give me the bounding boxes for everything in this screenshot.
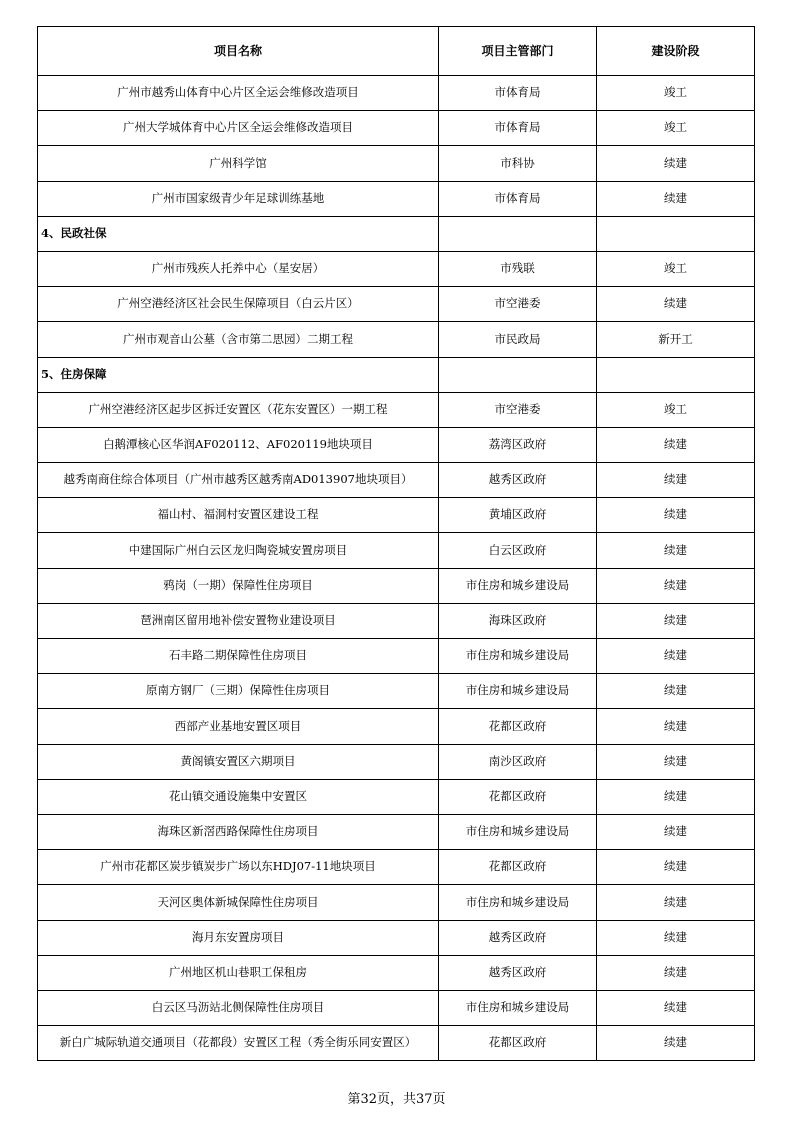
table-row — [38, 146, 755, 181]
stage-cell: 竣工 — [597, 76, 755, 111]
department-cell: 越秀区政府 — [439, 463, 597, 498]
stage-cell: 续建 — [597, 639, 755, 674]
project-name-cell: 海月东安置房项目 — [38, 920, 439, 955]
department-cell: 市体育局 — [439, 181, 597, 216]
project-name-cell: 广州市越秀山体育中心片区全运会维修改造项目 — [38, 76, 439, 111]
stage-cell: 续建 — [597, 603, 755, 638]
header-project-name: 项目名称 — [38, 27, 439, 76]
department-cell — [439, 216, 597, 251]
stage-cell: 续建 — [597, 533, 755, 568]
stage-cell — [597, 216, 755, 251]
department-cell: 市空港委 — [439, 287, 597, 322]
project-name-cell: 海珠区新滘西路保障性住房项目 — [38, 814, 439, 849]
project-name-cell: 西部产业基地安置区项目 — [38, 709, 439, 744]
project-name-cell: 广州空港经济区社会民生保障项目（白云片区） — [38, 287, 439, 322]
table-row — [38, 392, 755, 427]
department-cell: 荔湾区政府 — [439, 427, 597, 462]
section-row — [38, 216, 755, 251]
project-name-cell: 花山镇交通设施集中安置区 — [38, 779, 439, 814]
department-cell: 市住房和城乡建设局 — [439, 639, 597, 674]
department-cell: 市住房和城乡建设局 — [439, 674, 597, 709]
header-department: 项目主管部门 — [439, 27, 597, 76]
department-cell: 黄埔区政府 — [439, 498, 597, 533]
table-row — [38, 568, 755, 603]
table-row — [38, 463, 755, 498]
project-name-cell: 广州空港经济区起步区拆迁安置区（花东安置区）一期工程 — [38, 392, 439, 427]
table-row — [38, 251, 755, 286]
table-row — [38, 850, 755, 885]
table-row — [38, 744, 755, 779]
stage-cell: 续建 — [597, 463, 755, 498]
department-cell: 市体育局 — [439, 111, 597, 146]
project-name-cell: 白鹅潭核心区华润AF020112、AF020119地块项目 — [38, 427, 439, 462]
stage-cell: 续建 — [597, 850, 755, 885]
stage-cell — [597, 357, 755, 392]
table-row — [38, 814, 755, 849]
department-cell: 市住房和城乡建设局 — [439, 568, 597, 603]
project-name-cell: 琶洲南区留用地补偿安置物业建设项目 — [38, 603, 439, 638]
table-row — [38, 990, 755, 1025]
project-name-cell: 广州市残疾人托养中心（星安居） — [38, 251, 439, 286]
project-name-cell: 广州市花都区炭步镇炭步广场以东HDJ07-11地块项目 — [38, 850, 439, 885]
table-row — [38, 709, 755, 744]
project-name-cell: 广州大学城体育中心片区全运会维修改造项目 — [38, 111, 439, 146]
project-name-cell: 广州地区机山巷职工保租房 — [38, 955, 439, 990]
stage-cell: 续建 — [597, 885, 755, 920]
department-cell — [439, 357, 597, 392]
table-row — [38, 533, 755, 568]
table-row — [38, 287, 755, 322]
project-name-cell: 越秀南商住综合体项目（广州市越秀区越秀南AD013907地块项目） — [38, 463, 439, 498]
stage-cell: 续建 — [597, 990, 755, 1025]
department-cell: 南沙区政府 — [439, 744, 597, 779]
stage-cell: 续建 — [597, 744, 755, 779]
stage-cell: 续建 — [597, 1026, 755, 1061]
department-cell: 市残联 — [439, 251, 597, 286]
stage-cell: 续建 — [597, 146, 755, 181]
project-name-cell: 新白广城际轨道交通项目（花都段）安置区工程（秀全街乐同安置区） — [38, 1026, 439, 1061]
table-header-row — [38, 27, 755, 76]
table-row — [38, 111, 755, 146]
department-cell: 白云区政府 — [439, 533, 597, 568]
project-name-cell: 广州市观音山公墓（含市第二思园）二期工程 — [38, 322, 439, 357]
table-row — [38, 885, 755, 920]
table-row — [38, 674, 755, 709]
stage-cell: 续建 — [597, 498, 755, 533]
table-row — [38, 427, 755, 462]
department-cell: 越秀区政府 — [439, 920, 597, 955]
department-cell: 市体育局 — [439, 76, 597, 111]
department-cell: 越秀区政府 — [439, 955, 597, 990]
table-body — [38, 76, 755, 1061]
section-title-cell: 4、民政社保 — [38, 216, 439, 251]
project-name-cell: 广州科学馆 — [38, 146, 439, 181]
project-name-cell: 广州市国家级青少年足球训练基地 — [38, 181, 439, 216]
department-cell: 花都区政府 — [439, 850, 597, 885]
table-row — [38, 779, 755, 814]
table-row — [38, 955, 755, 990]
stage-cell: 续建 — [597, 287, 755, 322]
stage-cell: 续建 — [597, 955, 755, 990]
table-row — [38, 920, 755, 955]
stage-cell: 续建 — [597, 674, 755, 709]
department-cell: 市空港委 — [439, 392, 597, 427]
stage-cell: 续建 — [597, 920, 755, 955]
stage-cell: 续建 — [597, 709, 755, 744]
project-table — [37, 26, 755, 1061]
project-name-cell: 原南方钢厂（三期）保障性住房项目 — [38, 674, 439, 709]
table-row — [38, 1026, 755, 1061]
department-cell: 市住房和城乡建设局 — [439, 885, 597, 920]
header-stage: 建设阶段 — [597, 27, 755, 76]
stage-cell: 续建 — [597, 427, 755, 462]
stage-cell: 续建 — [597, 779, 755, 814]
stage-cell: 续建 — [597, 814, 755, 849]
section-row — [38, 357, 755, 392]
department-cell: 花都区政府 — [439, 709, 597, 744]
section-title-cell: 5、住房保障 — [38, 357, 439, 392]
department-cell: 市住房和城乡建设局 — [439, 990, 597, 1025]
stage-cell: 续建 — [597, 181, 755, 216]
table-row — [38, 322, 755, 357]
department-cell: 市科协 — [439, 146, 597, 181]
project-name-cell: 白云区马沥站北侧保障性住房项目 — [38, 990, 439, 1025]
project-name-cell: 福山村、福洞村安置区建设工程 — [38, 498, 439, 533]
project-name-cell: 鸦岗（一期）保障性住房项目 — [38, 568, 439, 603]
stage-cell: 竣工 — [597, 251, 755, 286]
project-name-cell: 天河区奥体新城保障性住房项目 — [38, 885, 439, 920]
table-row — [38, 639, 755, 674]
stage-cell: 竣工 — [597, 111, 755, 146]
table-row — [38, 181, 755, 216]
department-cell: 市民政局 — [439, 322, 597, 357]
page-footer: 第32页，共37页 — [347, 1092, 446, 1107]
stage-cell: 续建 — [597, 568, 755, 603]
stage-cell: 新开工 — [597, 322, 755, 357]
table-row — [38, 76, 755, 111]
table-row — [38, 603, 755, 638]
department-cell: 市住房和城乡建设局 — [439, 814, 597, 849]
table-row — [38, 498, 755, 533]
department-cell: 花都区政府 — [439, 1026, 597, 1061]
project-name-cell: 黄阁镇安置区六期项目 — [38, 744, 439, 779]
department-cell: 海珠区政府 — [439, 603, 597, 638]
project-name-cell: 中建国际广州白云区龙归陶瓷城安置房项目 — [38, 533, 439, 568]
project-name-cell: 石丰路二期保障性住房项目 — [38, 639, 439, 674]
stage-cell: 竣工 — [597, 392, 755, 427]
department-cell: 花都区政府 — [439, 779, 597, 814]
